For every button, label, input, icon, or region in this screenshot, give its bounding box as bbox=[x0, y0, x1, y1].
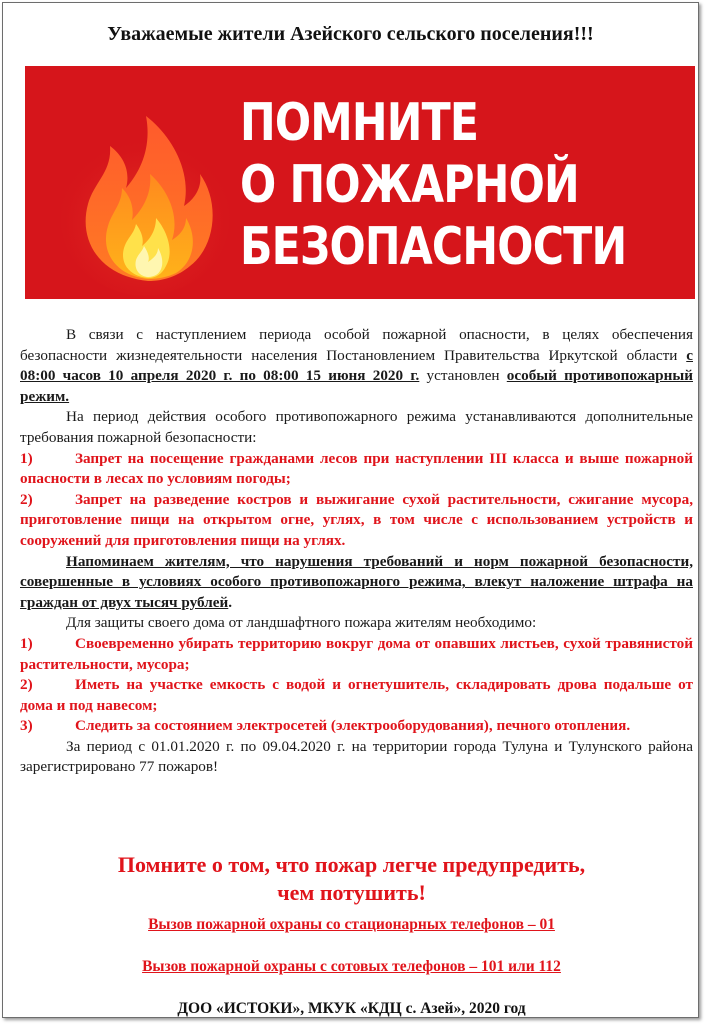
regime-name: особый противопожарный режим. bbox=[20, 367, 693, 405]
banner-heading bbox=[240, 92, 626, 278]
intro-text: В связи с наступлением периода особой пожарной опасности, в целях обеспечения безопасности жизнедеятельности населения Постановлением Правительства Иркутской области bbox=[20, 326, 693, 364]
intro-middle: установлен bbox=[419, 367, 507, 385]
protection-text: Следить за состоянием электросетей (электрооборудования), печного отопления. bbox=[75, 717, 631, 735]
mobile-emergency-number: Вызов пожарной охраны с сотовых телефонов – 101 или 112 bbox=[142, 958, 561, 975]
intro-paragraph bbox=[20, 325, 693, 407]
protection-item bbox=[20, 716, 693, 737]
requirement-num: 1) bbox=[20, 449, 33, 467]
fire-statistics: За период с 01.01.2020 г. по 09.04.2020 г. на территории города Тулуна и Тулунского района зарегистрировано 77 пожаров! bbox=[20, 737, 693, 776]
requirement-text: Запрет на разведение костров и выжигание сухой растительности, сжигание мусора, приготовление пищи на открытом огне, углях, в том числе с использованием устройств и сооружений для приготовления пищи на углях. bbox=[20, 490, 693, 549]
banner-line-1: ПОМНИТЕ bbox=[240, 93, 479, 153]
banner-line-2: О ПОЖАРНОЙ bbox=[240, 155, 579, 215]
flame-icon bbox=[60, 76, 230, 296]
protection-item bbox=[20, 675, 693, 716]
fine-warning bbox=[20, 552, 693, 614]
slogan-line-1: Помните о том, что пожар легче предупредить, bbox=[117, 852, 586, 877]
notice-body bbox=[20, 325, 693, 778]
regime-period: с 08:00 часов 10 апреля 2020 г. по 08:00 15 июня 2020 г. bbox=[20, 346, 693, 385]
requirement-item bbox=[20, 490, 693, 552]
slogan-line-2: чем потушить! bbox=[277, 880, 426, 905]
requirement-text: Запрет на посещение гражданами лесов при наступлении III класса и выше пожарной опасности в лесах по условиям погоды; bbox=[20, 449, 693, 488]
protection-intro: Для защиты своего дома от ландшафтного пожара жителям необходимо: bbox=[66, 614, 537, 632]
protection-num: 3) bbox=[20, 717, 33, 735]
protection-num: 2) bbox=[20, 676, 33, 694]
fire-safety-banner bbox=[25, 66, 695, 299]
protection-text: Иметь на участке емкость с водой и огнетушитель, складировать дрова подальше от дома и под навесом; bbox=[20, 676, 693, 714]
fine-warning-text: Напоминаем жителям, что нарушения требований и норм пожарной безопасности, совершенные в условиях особого противопожарного режима, влекут наложение штрафа на граждан от двух тысяч рублей bbox=[20, 552, 693, 611]
landline-emergency-number: Вызов пожарной охраны со стационарных телефонов – 01 bbox=[148, 916, 555, 933]
banner-line-3: БЕЗОПАСНОСТИ bbox=[240, 217, 627, 277]
protection-item bbox=[20, 634, 693, 675]
page-title: Уважаемые жители Азейского сельского поселения!!! bbox=[107, 23, 594, 45]
slogan bbox=[3, 851, 700, 907]
notice-page bbox=[2, 2, 699, 1018]
requirements-intro: На период действия особого противопожарного режима устанавливаются дополнительные требования пожарной безопасности: bbox=[20, 408, 693, 446]
requirement-item bbox=[20, 449, 693, 490]
requirement-num: 2) bbox=[20, 490, 33, 508]
fine-warning-end: . bbox=[228, 593, 233, 611]
protection-num: 1) bbox=[20, 634, 33, 652]
protection-text: Своевременно убирать территорию вокруг дома от опавших листьев, сухой травянистой растительности, мусора; bbox=[20, 634, 693, 673]
footer-credit: ДОО «ИСТОКИ», МКУК «КДЦ с. Азей», 2020 год bbox=[177, 1000, 526, 1017]
